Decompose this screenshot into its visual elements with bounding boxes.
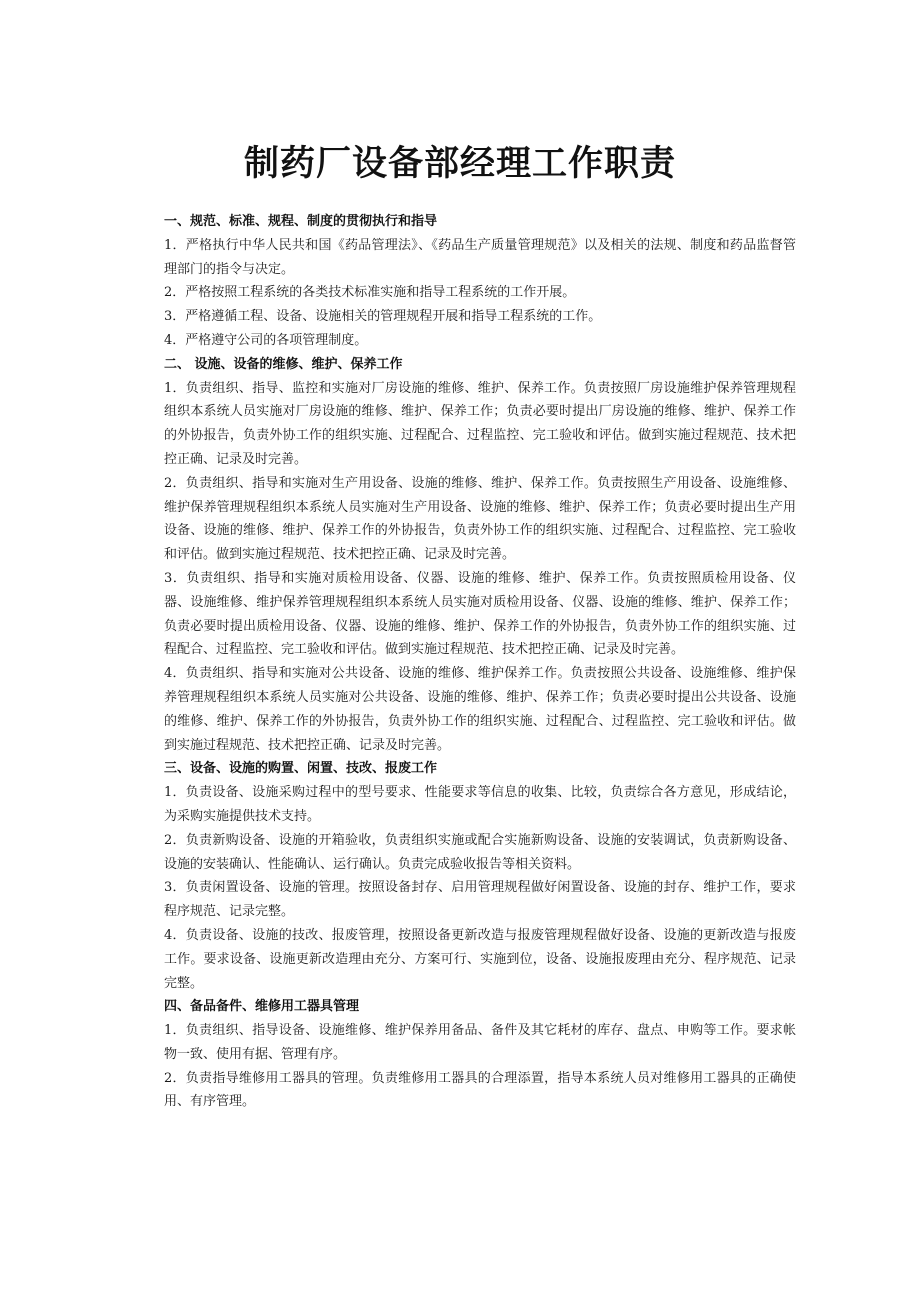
list-item: 4．负责设备、设施的技改、报废管理，按照设备更新改造与报废管理规程做好设备、设施的更新改造与报废工作。要求设备、设施更新改造理由充分、方案可行、实施到位，设备、设施报废理由充分、程序规范、记录完整。 xyxy=(164,927,796,991)
list-item: 3．负责组织、指导和实施对质检用设备、仪器、设施的维修、维护、保养工作。负责按照质检用设备、仪器、设施维修、维护保养管理规程组织本系统人员实施对质检用设备、仪器、设施的维修、维护、保养工作；负责必要时提出质检用设备、仪器、设施的维修、维护、保养工作的外协报告，负责外协工作的组织实施、过程配合、过程监控、完工验收和评估。做到实施过程规范、技术把控正确、记录及时完善。 xyxy=(164,570,796,658)
list-item: 2．严格按照工程系统的各类技术标准实施和指导工程系统的工作开展。 xyxy=(164,285,576,301)
section-heading: 一、规范、标准、规程、制度的贯彻执行和指导 xyxy=(164,214,438,229)
document-body xyxy=(164,210,796,1114)
section-heading: 二、 设施、设备的维修、维护、保养工作 xyxy=(164,356,403,372)
list-item: 1．负责设备、设施采购过程中的型号要求、性能要求等信息的收集、比较，负责综合各方意见，形成结论，为采购实施提供技术支持。 xyxy=(164,785,796,824)
list-item: 2．负责新购设备、设施的开箱验收，负责组织实施或配合实施新购设备、设施的安装调试，负责新购设备、设施的安装确认、性能确认、运行确认。负责完成验收报告等相关资料。 xyxy=(164,832,796,872)
list-item: 2．负责组织、指导和实施对生产用设备、设施的维修、维护、保养工作。负责按照生产用设备、设施维修、维护保养管理规程组织本系统人员实施对生产用设备、设施的维修、维护、保养工作；负责必要时提出生产用设备、设施的维修、维护、保养工作的外协报告，负责外协工作的组织实施、过程配合、过程监控、完工验收和评估。做到实施过程规范、技术把控正确、记录及时完善。 xyxy=(164,475,796,563)
list-item: 2．负责指导维修用工器具的管理。负责维修用工器具的合理添置，指导本系统人员对维修用工器具的正确使用、有序管理。 xyxy=(164,1070,796,1110)
document-title: 制药厂设备部经理工作职责 xyxy=(243,143,676,184)
list-item: 4．负责组织、指导和实施对公共设备、设施的维修、维护保养工作。负责按照公共设备、设施维修、维护保养管理规程组织本系统人员实施对公共设备、设施的维修、维护、保养工作；负责必要时提出公共设备、设施的维修、维护、保养工作的外协报告，负责外协工作的组织实施、过程配合、过程监控、完工验收和评估。做到实施过程规范、技术把控正确、记录及时完善。 xyxy=(164,666,796,753)
list-item: 1．负责组织、指导、监控和实施对厂房设施的维修、维护、保养工作。负责按照厂房设施维护保养管理规程组织本系统人员实施对厂房设施的维修、维护、保养工作；负责必要时提出厂房设施的维修、维护、保养工作的外协报告，负责外协工作的组织实施、过程配合、过程监控、完工验收和评估。做到实施过程规范、技术把控正确、记录及时完善。 xyxy=(164,380,796,467)
section-heading: 四、备品备件、维修用工器具管理 xyxy=(164,999,360,1015)
list-item: 3．负责闲置设备、设施的管理。按照设备封存、启用管理规程做好闲置设备、设施的封存、维护工作，要求程序规范、记录完整。 xyxy=(164,880,796,920)
section-heading: 三、设备、设施的购置、闲置、技改、报废工作 xyxy=(164,761,438,777)
list-item: 1．负责组织、指导设备、设施维修、维护保养用备品、备件及其它耗材的库存、盘点、申购等工作。要求帐物一致、使用有据、管理有序。 xyxy=(164,1023,796,1062)
list-item: 4．严格遵守公司的各项管理制度。 xyxy=(164,332,368,348)
list-item: 3．严格遵循工程、设备、设施相关的管理规程开展和指导工程系统的工作。 xyxy=(164,309,602,325)
list-item: 1．严格执行中华人民共和国《药品管理法》、《药品生产质量管理规范》以及相关的法规、制度和药品监督管理部门的指令与决定。 xyxy=(164,237,796,277)
